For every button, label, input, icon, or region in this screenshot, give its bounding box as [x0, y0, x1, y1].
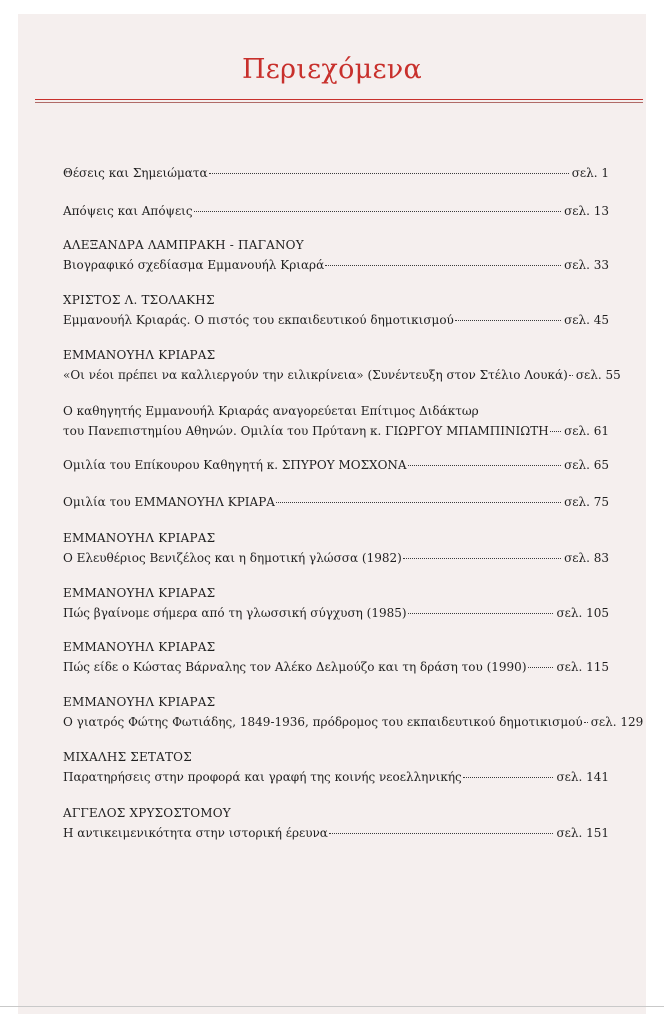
toc-page-number: σελ. 55: [575, 368, 621, 382]
toc-entry-title: Ο γιατρός Φώτης Φωτιάδης, 1849-1936, πρόδρομος του εκπαιδευτικού δημοτικισμού: [63, 715, 583, 729]
toc-entry-title-first-line: Ο καθηγητής Εμμανουήλ Κριαράς αναγορεύεται Επίτιμος Διδάκτωρ: [63, 404, 479, 418]
toc-page-number: σελ. 65: [564, 458, 609, 472]
toc-entry-title: «Οι νέοι πρέπει να καλλιεργούν την ειλικρίνεια» (Συνέντευξη στον Στέλιο Λουκά): [63, 368, 568, 382]
toc-entry: [63, 204, 609, 219]
leader-dots: [408, 465, 561, 466]
leader-dots: [455, 320, 561, 321]
leader-dots: [584, 722, 588, 723]
toc-entry-title: Βιογραφικό σχεδίασμα Εμμανουήλ Κριαρά: [63, 258, 325, 272]
toc-entry-title: Ομιλία του Επίκουρου Καθηγητή κ. ΣΠΥΡΟΥ ΜΟΣΧΟΝΑ: [63, 458, 407, 472]
leader-dots: [209, 173, 569, 174]
toc-line[interactable]: [63, 770, 609, 785]
toc-page-number: σελ. 115: [556, 660, 609, 674]
toc-entry: [63, 695, 644, 730]
toc-entry: [63, 586, 609, 621]
toc-author: ΕΜΜΑΝΟΥΗΛ ΚΡΙΑΡΑΣ: [63, 531, 216, 545]
toc-page-number: σελ. 33: [564, 258, 609, 272]
toc-entry: [63, 166, 609, 181]
toc-author: ΕΜΜΑΝΟΥΗΛ ΚΡΙΑΡΑΣ: [63, 640, 216, 654]
toc-author: ΕΜΜΑΝΟΥΗΛ ΚΡΙΑΡΑΣ: [63, 586, 216, 600]
toc-entry: [63, 806, 609, 841]
leader-dots: [329, 833, 554, 834]
toc-entry: [63, 238, 609, 273]
toc-entry-title: Παρατηρήσεις στην προφορά και γραφή της κοινής νεοελληνικής: [63, 770, 462, 784]
leader-dots: [550, 431, 561, 432]
toc-entry-title: Θέσεις και Σημειώματα: [63, 166, 208, 180]
leader-dots: [403, 558, 561, 559]
toc-line[interactable]: [63, 826, 609, 841]
toc-page-number: σελ. 141: [556, 770, 609, 784]
leader-dots: [528, 667, 554, 668]
toc-entry: [63, 495, 609, 510]
toc-entry: [63, 640, 609, 675]
title-rule-top: [35, 99, 643, 100]
toc-author: ΕΜΜΑΝΟΥΗΛ ΚΡΙΑΡΑΣ: [63, 695, 216, 709]
title-rule-bottom: [35, 102, 643, 103]
scan-edge-line: [0, 1006, 664, 1007]
toc-page-number: σελ. 1: [571, 166, 609, 180]
toc-author: ΑΓΓΕΛΟΣ ΧΡΥΣΟΣΤΟΜΟΥ: [63, 806, 231, 820]
toc-line[interactable]: [63, 368, 621, 383]
toc-entry-title: του Πανεπιστημίου Αθηνών. Ομιλία του Πρύτανη κ. ΓΙΩΡΓΟΥ ΜΠΑΜΠΙΝΙΩΤΗ: [63, 424, 549, 438]
toc-line[interactable]: [63, 551, 609, 566]
toc-line[interactable]: [63, 660, 609, 675]
toc-page-number: σελ. 13: [564, 204, 609, 218]
toc-line[interactable]: [63, 313, 609, 328]
document-page: [18, 14, 646, 1014]
toc-line[interactable]: [63, 715, 644, 730]
leader-dots: [408, 613, 554, 614]
toc-entry: [63, 404, 609, 439]
page-title: Περιεχόμενα: [241, 54, 423, 85]
toc-entry-title: Απόψεις και Απόψεις: [63, 204, 193, 218]
toc-author: ΜΙΧΑΛΗΣ ΣΕΤΑΤΟΣ: [63, 750, 192, 764]
leader-dots: [325, 265, 561, 266]
leader-dots: [463, 777, 554, 778]
toc-page-number: σελ. 75: [564, 495, 609, 509]
toc-entry: [63, 531, 609, 566]
toc-author: ΑΛΕΞΑΝΔΡΑ ΛΑΜΠΡΑΚΗ - ΠΑΓΑΝΟΥ: [63, 238, 304, 252]
toc-line[interactable]: [63, 166, 609, 181]
toc-entry: [63, 293, 609, 328]
leader-dots: [194, 211, 561, 212]
leader-dots: [569, 375, 573, 376]
toc-line[interactable]: [63, 258, 609, 273]
toc-author: ΕΜΜΑΝΟΥΗΛ ΚΡΙΑΡΑΣ: [63, 348, 216, 362]
toc-page-number: σελ. 61: [564, 424, 609, 438]
toc-entry-title: Πώς βγαίνομε σήμερα από τη γλωσσική σύγχυση (1985): [63, 606, 407, 620]
toc-page-number: σελ. 83: [564, 551, 609, 565]
toc-line[interactable]: [63, 204, 609, 219]
toc-entry: [63, 458, 609, 473]
toc-line[interactable]: [63, 458, 609, 473]
toc-line[interactable]: [63, 495, 609, 510]
toc-entry: [63, 750, 609, 785]
toc-entry-title: Εμμανουήλ Κριαράς. Ο πιστός του εκπαιδευτικού δημοτικισμού: [63, 313, 454, 327]
toc-entry-title: Ομιλία του ΕΜΜΑΝΟΥΗΛ ΚΡΙΑΡΑ: [63, 495, 275, 509]
toc-page-number: σελ. 45: [564, 313, 609, 327]
toc-page-number: σελ. 129: [590, 715, 644, 729]
toc-page-number: σελ. 105: [556, 606, 609, 620]
toc-entry: [63, 348, 621, 383]
toc-entry-title: Η αντικειμενικότητα στην ιστορική έρευνα: [63, 826, 328, 840]
leader-dots: [276, 502, 561, 503]
toc-entry-title: Ο Ελευθέριος Βενιζέλος και η δημοτική γλώσσα (1982): [63, 551, 402, 565]
toc-author: ΧΡΙΣΤΟΣ Λ. ΤΣΟΛΑΚΗΣ: [63, 293, 215, 307]
toc-line[interactable]: [63, 606, 609, 621]
toc-line[interactable]: [63, 424, 609, 439]
toc-page-number: σελ. 151: [556, 826, 609, 840]
toc-entry-title: Πώς είδε ο Κώστας Βάρναλης τον Αλέκο Δελμούζο και τη δράση του (1990): [63, 660, 527, 674]
